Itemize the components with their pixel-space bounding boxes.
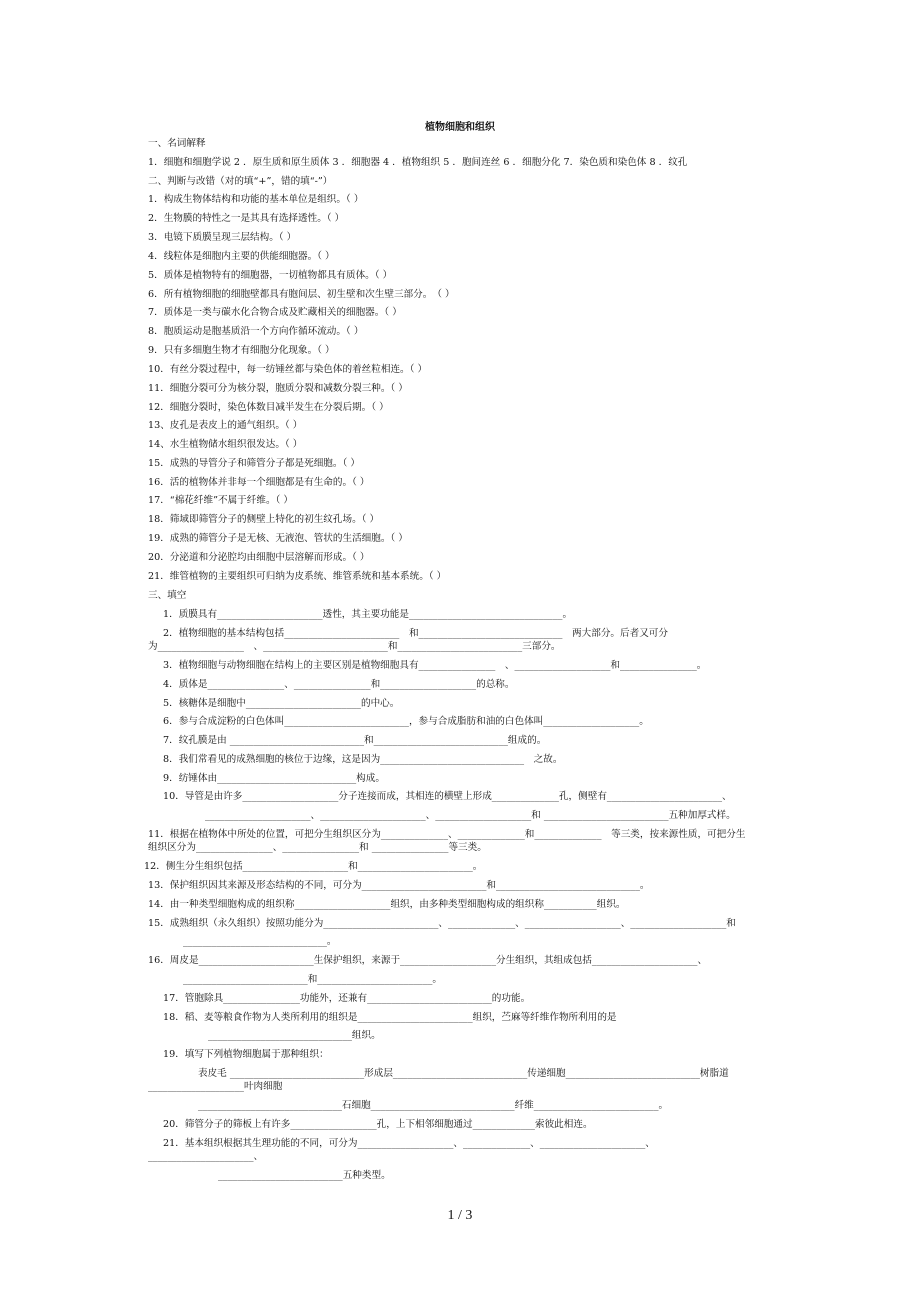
fill-in-line: 15．成熟组织（永久组织）按照功能分为________________________、______________、____________________、____________________和	[148, 918, 736, 929]
fill-in-line: ______________________________组织。	[208, 1030, 381, 1041]
fill-in-line: 表皮毛 ____________________________形成层____________________________传递细胞____________________________树脂道	[198, 1068, 729, 1079]
true-false-item: 4．线粒体是细胞内主要的供能细胞器。（ ）	[148, 251, 335, 262]
fill-in-line: 16．周皮是________________________生保护组织，来源于____________________分生组织，其组成包括______________________、	[148, 955, 708, 966]
fill-in-line: ______________________、	[148, 1151, 264, 1162]
fill-in-line: 8．我们常看见的成熟细胞的核位于边缘，这是因为______________________________ 之故。	[163, 754, 563, 765]
definition-terms: 1．细胞和细胞学说 2 ．原生质和原生质体 3 ．细胞器 4 ．植物组织 5 ．胞间连丝 6 ．细胞分化 7．染色质和染色体 8 ．纹孔	[148, 157, 688, 168]
true-false-item: 7．质体是一类与碳水化合物合成及贮藏相关的细胞器。（ ）	[148, 307, 402, 318]
fill-in-line: 14．由一种类型细胞构成的组织称____________________组织，由多种类型细胞构成的组织称___________组织。	[148, 899, 626, 910]
true-false-item: 18．筛域即筛管分子的侧壁上特化的初生纹孔场。（ ）	[148, 514, 380, 525]
fill-in-line: 11．根据在植物体中所处的位置，可把分生组织区分为______________、______________和______________ 等三类，按来源性质，可把分生	[148, 829, 746, 840]
true-false-item: 5．质体是植物特有的细胞器，一切植物都具有质体。（ ）	[148, 270, 393, 281]
fill-in-line: 4．质体是________________、________________和____________________的总称。	[163, 679, 515, 690]
fill-in-line: ______________________、______________________、____________________和 __________________________五种加厚式样。	[205, 810, 736, 821]
true-false-item: 14、水生植物储水组织很发达。（ ）	[148, 439, 303, 450]
fill-in-line: 1．质膜具有______________________透性，其主要功能是________________________________。	[163, 609, 573, 620]
true-false-item: 16．活的植物体并非每一个细胞都是有生命的。（ ）	[148, 477, 370, 488]
fill-in-line: 20．筛管分子的筛板上有许多__________________孔，上下相邻细胞通过_____________索彼此相连。	[163, 1119, 593, 1130]
true-false-item: 9．只有多细胞生物才有细胞分化现象。（ ）	[148, 345, 335, 356]
fill-in-line: 5．核糖体是细胞中________________________的中心。	[163, 698, 400, 709]
fill-in-line: 7．纹孔膜是由 ____________________________和____________________________组成的。	[163, 735, 547, 746]
fill-in-line: 18．稻、麦等粮食作物为人类所利用的组织是________________________组织，苎麻等纤维作物所利用的是	[163, 1012, 617, 1023]
fill-in-line: 12．侧生分生组织包括______________________和________________________。	[144, 861, 483, 872]
fill-in-line: 19．填写下列植物细胞属于那种组织：	[163, 1049, 329, 1060]
true-false-item: 1．构成生物体结构和功能的基本单位是组织。（ ）	[148, 194, 364, 205]
true-false-item: 13、皮孔是表皮上的通气组织。（ ）	[148, 420, 303, 431]
fill-in-line: 9．纺锤体由_____________________________构成。	[163, 773, 385, 784]
true-false-item: 3．电镜下质膜呈现三层结构。（ ）	[148, 232, 297, 243]
true-false-item: 8．胞质运动是胞基质沿一个方向作循环流动。（ ）	[148, 326, 364, 337]
true-false-item: 10．有丝分裂过程中，每一纺锤丝都与染色体的着丝粒相连。（ ）	[148, 364, 428, 375]
fill-in-line: 10．导管是由许多____________________分子连接而成，其相连的横壁上形成______________孔，侧壁有________________________、	[163, 791, 732, 802]
fill-in-line: 6．参与合成淀粉的白色体叫__________________________，参与合成脂肪和油的白色体叫____________________。	[163, 716, 649, 727]
fill-in-line: __________________________五种类型。	[218, 1170, 391, 1181]
true-false-item: 15．成熟的导管分子和筛管分子都是死细胞。（ ）	[148, 458, 360, 469]
document-title: 植物细胞和组织	[425, 122, 495, 133]
fill-in-line: ____________________叶肉细胞	[148, 1081, 283, 1092]
fill-in-line: 13．保护组织因其来源及形态结构的不同，可分为__________________________和______________________________。	[148, 880, 650, 891]
fill-in-line: __________________________和________________________。	[183, 974, 443, 985]
true-false-item: 6．所有植物细胞的细胞壁都具有胞间层、初生壁和次生壁三部分。 （ ）	[148, 289, 455, 300]
section-heading-true-false: 二、判断与改错（对的填“+”，错的填“-”）	[148, 176, 333, 187]
fill-in-line: 21．基本组织根据其生理功能的不同，可分为____________________、______________、______________________、	[163, 1138, 655, 1149]
section-heading-fill-in: 三、填空	[148, 590, 187, 601]
true-false-item: 12．细胞分裂时，染色体数目减半发生在分裂后期。（ ）	[148, 402, 389, 413]
fill-in-line: 2．植物细胞的基本结构包括________________________ 和______________________________ 两大部分。后者又可分	[163, 628, 668, 639]
true-false-item: 2．生物膜的特性之一是其具有选择透性。（ ）	[148, 213, 345, 224]
fill-in-line: ______________________________。	[183, 936, 337, 947]
true-false-item: 11．细胞分裂可分为核分裂，胞质分裂和减数分裂三种。（ ）	[148, 383, 408, 394]
true-false-item: 20．分泌道和分泌腔均由细胞中层溶解而形成。（ ）	[148, 552, 370, 563]
fill-in-line: ______________________________石细胞______________________________纤维__________________________。	[198, 1100, 669, 1111]
fill-in-line: 组织区分为________________、________________和 ________________等三类。	[148, 842, 487, 853]
section-heading-definitions: 一、名词解释	[148, 138, 206, 149]
fill-in-line: 3．植物细胞与动物细胞在结构上的主要区别是植物细胞具有________________ 、____________________和________________。	[163, 660, 707, 671]
true-false-item: 17．“棉花纤维”不属于纤维。（ ）	[148, 495, 293, 506]
true-false-item: 19．成熟的筛管分子是无核、无液泡、管状的生活细胞。（ ）	[148, 533, 408, 544]
fill-in-line: 为__________________ 、__________________________和__________________________三部分。	[148, 641, 561, 652]
fill-in-line: 17．管胞除具________________功能外，还兼有__________________________的功能。	[163, 993, 531, 1004]
true-false-item: 21．维管植物的主要组织可归纳为皮系统、维管系统和基本系统。（ ）	[148, 571, 447, 582]
page-number: 1 / 3	[447, 1208, 473, 1223]
